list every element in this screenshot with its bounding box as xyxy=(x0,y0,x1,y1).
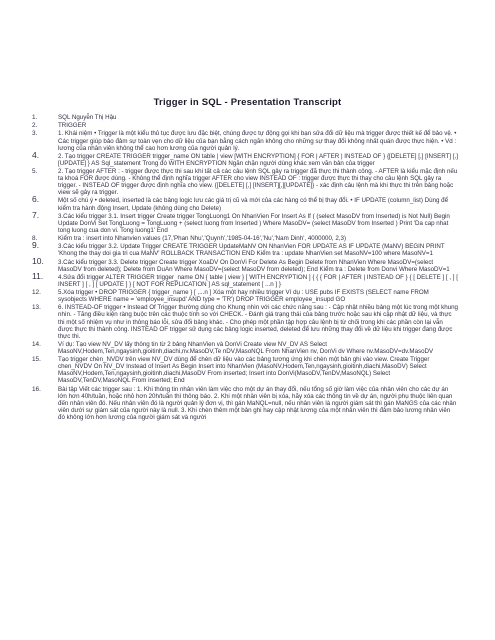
list-item xyxy=(32,385,458,421)
list-item xyxy=(32,168,458,197)
list-item xyxy=(32,255,458,273)
item-number: 1. xyxy=(32,114,38,121)
list-item xyxy=(32,235,458,243)
list-item xyxy=(32,209,458,234)
item-number: 13. xyxy=(32,304,41,312)
item-text: Kiểm tra : insert into Nhanvien values (17,'Phan Nhu','Quynh','1985-04-16','Nu','Nam Dinh', 4000000, 2,3) xyxy=(58,235,347,243)
item-text: Ví dụ: Tạo view NV_DV lấy thông tin từ 2 bảng NhanVien và DonVi Create view NV_DV AS Select MasoNV,Hodem,Ten,ngaysinh,gioitinh,diachi,nv.MasoDV,Te nDV,MasoNQL From NhanVien nv, DonVi dv Where nv.MasoDV=dv.MasoDV xyxy=(58,340,434,355)
item-number: 3. xyxy=(32,130,38,138)
list-item xyxy=(32,194,458,212)
list-item xyxy=(32,304,458,340)
item-text: 4.Sửa đổi trigger ALTER TRIGGER trigger_name ON { table | view } [ WITH ENCRYPTION ] { { { FOR | AFTER | INSTEAD OF } { [ DELETE ] [ , ] [ INSERT ] [ , ] [ UPDATE ] } [ NOT FOR REPLICATION ] AS sql_statement [ ...n ] } xyxy=(58,273,458,288)
item-number: 5. xyxy=(32,168,38,176)
transcript-list xyxy=(32,114,459,422)
item-number: 12. xyxy=(32,289,41,297)
item-number: 11. xyxy=(32,270,44,281)
item-number: 15. xyxy=(32,356,41,364)
item-number: 4. xyxy=(32,149,40,160)
item-number: 8. xyxy=(32,235,38,243)
item-text: 2. Tạo trigger CREATE TRIGGER trigger_name ON table | view [WITH ENCRYPTION] { FOR | AFTER | INSTEAD OF } {[DELETE] [,] [INSERT] [,] [UPDATE] } AS Sql_statement Trong đó WITH ENCRYPTION Ngăn chặn người dùng khác xem văn bản của trigger xyxy=(58,152,459,167)
item-text: 1. Khái niệm • Trigger là một kiểu thủ tục được lưu đặc biệt, chúng được tự động gọi khi bạn sửa đổi dữ liệu mà trigger được thiết kế để bảo vệ. • Các trigger giúp bảo đảm sự toàn vẹn cho dữ liệu của bạn bằng cách ngăn không cho những sự thay đổi không nhất quán được thực hiện. • Vd : lương của nhân viên không thể cao hơn lương của người quản lý. xyxy=(58,130,457,152)
item-text: 3.Các kiểu trigger 3.3. Delete trigger Create trigger XoaDV On DonVi For Delete As Begin Delete from NhanVien Where MasoDV=(select MasoDV from deleted); Delete from DuAn Where MasoDV=(select MasoDV from deleted); End Kiểm tra : Delete from Donvi Where MasoDV=1 xyxy=(58,258,450,273)
item-text: 3.Các kiểu trigger 3.1. Insert trigger Create trigger TongLuong1 On NhanVien For Insert As If ( (select MasoDV from Inserted) is Not Null) Begin Update DonVi Set TongLuong = TongLuong + (select luong from Inserted ) Where MasoDV= (select MasoDV from Inserted ) Print 'Da cap nhat tong luong cua don vi. Tong luong1' End xyxy=(58,212,450,234)
item-text: 5.Xóa trigger • DROP TRIGGER { trigger_name } [ ,...n ] Xóa một hay nhiều trigger Ví dụ : USE pubs IF EXISTS (SELECT name FROM sysobjects WHERE name = 'employee_insupd' AND type = 'TR') DROP TRIGGER employee_insupd GO xyxy=(58,289,429,304)
list-item xyxy=(32,340,458,355)
item-text: 6. INSTEAD-OF trigger • Instead Of Trigger thường dùng cho Khung nhìn với các chức năng sau : - Cập nhật nhiều bảng một lúc trong một khung nhìn. - Tăng điều kiện ràng buộc trên các thuộc tính so với CHECK. - Đánh giá trạng thái của bảng trước hoặc sau khi cập nhật dữ liệu, và thực thi một số nhiệm vụ như in thông báo lỗi, sửa đổi bảng khác. - Cho phép một phần tập hợp câu lệnh bị từ chối trong khi các phần còn lại vẫn được thực thi thành công. INSTEAD OF trigger sử dụng các bảng logic inserted, deleted để lưu những thay đổi về dữ liệu khi trigger đang được thực thi. xyxy=(58,304,458,340)
item-text: Bài tập Viết các trigger sau : 1. Khi thông tin nhân viên làm việc cho một dự án thay đổi, nếu tổng số giờ làm việc của nhân viên cho các dự án lớn hơn 40h/tuần, hoặc nhỏ hơn 20h/tuần thì thông báo. 2. Khi một nhân viên bị xóa, hãy xóa các thông tin về dự án, người phụ thuộc liên quan đến nhân viên đó. Nếu nhân viên đó là người quản lý đơn vị, thì gán MaNQL=null, nếu nhân viên là người giám sát thì gán MaNGS của các nhân viên dưới sự giám sát của người này là null. 3. Khi chèn thêm một bản ghi hay cập nhật lương của một nhân viên thì đảm bảo lương nhân viên đó không lớn hơn lương của người giám sát và người xyxy=(58,385,457,421)
item-number: 2. xyxy=(32,122,38,130)
page-title: Trigger in SQL - Presentation Transcript xyxy=(153,97,342,108)
list-item xyxy=(32,114,458,121)
list-item xyxy=(32,240,458,258)
item-number: 6. xyxy=(32,194,40,205)
list-item xyxy=(32,289,458,304)
item-text: SQL Nguyễn Thị Hậu xyxy=(58,114,117,121)
item-text: Tạo trigger chèn_NVDV trên view NV_DV dùng để chèn dữ liệu vào các bảng tương ứng khi chèn một bản ghi vào view. Create Trigger chen_NVDV On NV_DV Instead of Insert As Begin Insert into NhanVien (MasoNV,Hodem,Ten,ngaysinh,gioitinh,diachi,MasoDV) Select MasoNV,Hodem,Ten,ngaysinh,gioitinh,diachi,MasoDV From inserted; Insert into DonVi(MasoDV,TenDV,MasoNQL) Select MasoDV,TenDV,MasoNQL From inserted; End xyxy=(58,356,430,385)
item-text: Một số chú ý • deleted, inserted là các bảng logic lưu các giá trị cũ và mới của các hàng có thể bị thay đổi. • IF UPDATE (column_list) Dùng để kiểm tra hành động Insert, Update (không dùng cho Delete) xyxy=(58,197,449,212)
list-item xyxy=(32,122,458,130)
list-item xyxy=(32,149,459,167)
item-number: 7. xyxy=(32,209,40,220)
list-item xyxy=(32,130,458,152)
item-number: 14. xyxy=(32,340,41,348)
list-item xyxy=(32,270,458,288)
item-number: 16. xyxy=(32,385,41,393)
item-number: 10. xyxy=(32,255,44,266)
item-text: TRIGGER xyxy=(58,122,87,130)
item-text: 3.Các kiểu trigger 3.2. Update Trigger CREATE TRIGGER UpdateMaNV ON NhanVien FOR UPDATE AS IF UPDATE (MaNV) BEGIN PRINT 'Khong the thay doi gia tri cua MaNV' ROLLBACK TRANSACTION END Kiểm tra : update NhanVien set MasoNV=100 where MasoNV=1 xyxy=(58,243,445,258)
item-number: 9. xyxy=(32,240,40,251)
list-item xyxy=(32,356,458,385)
item-text: 2. Tạo trigger AFTER : - trigger được thực thi sau khi tất cả các câu lệnh SQL gây ra trigger đã thực thi thành công. - AFTER là kiểu mặc định nếu ta khoá FOR được dùng. - Không thể định nghĩa trigger AFTER cho view INSTEAD OF : trigger được thực thi thay cho câu lệnh SQL gây ra trigger. - INSTEAD OF trigger được định nghĩa cho view. {[DELETE] [,] [INSERT][,][UPDATE]} - xác định câu lệnh mà khi thực thi trên bảng hoặc view sẽ gây ra trigger. xyxy=(58,168,458,197)
